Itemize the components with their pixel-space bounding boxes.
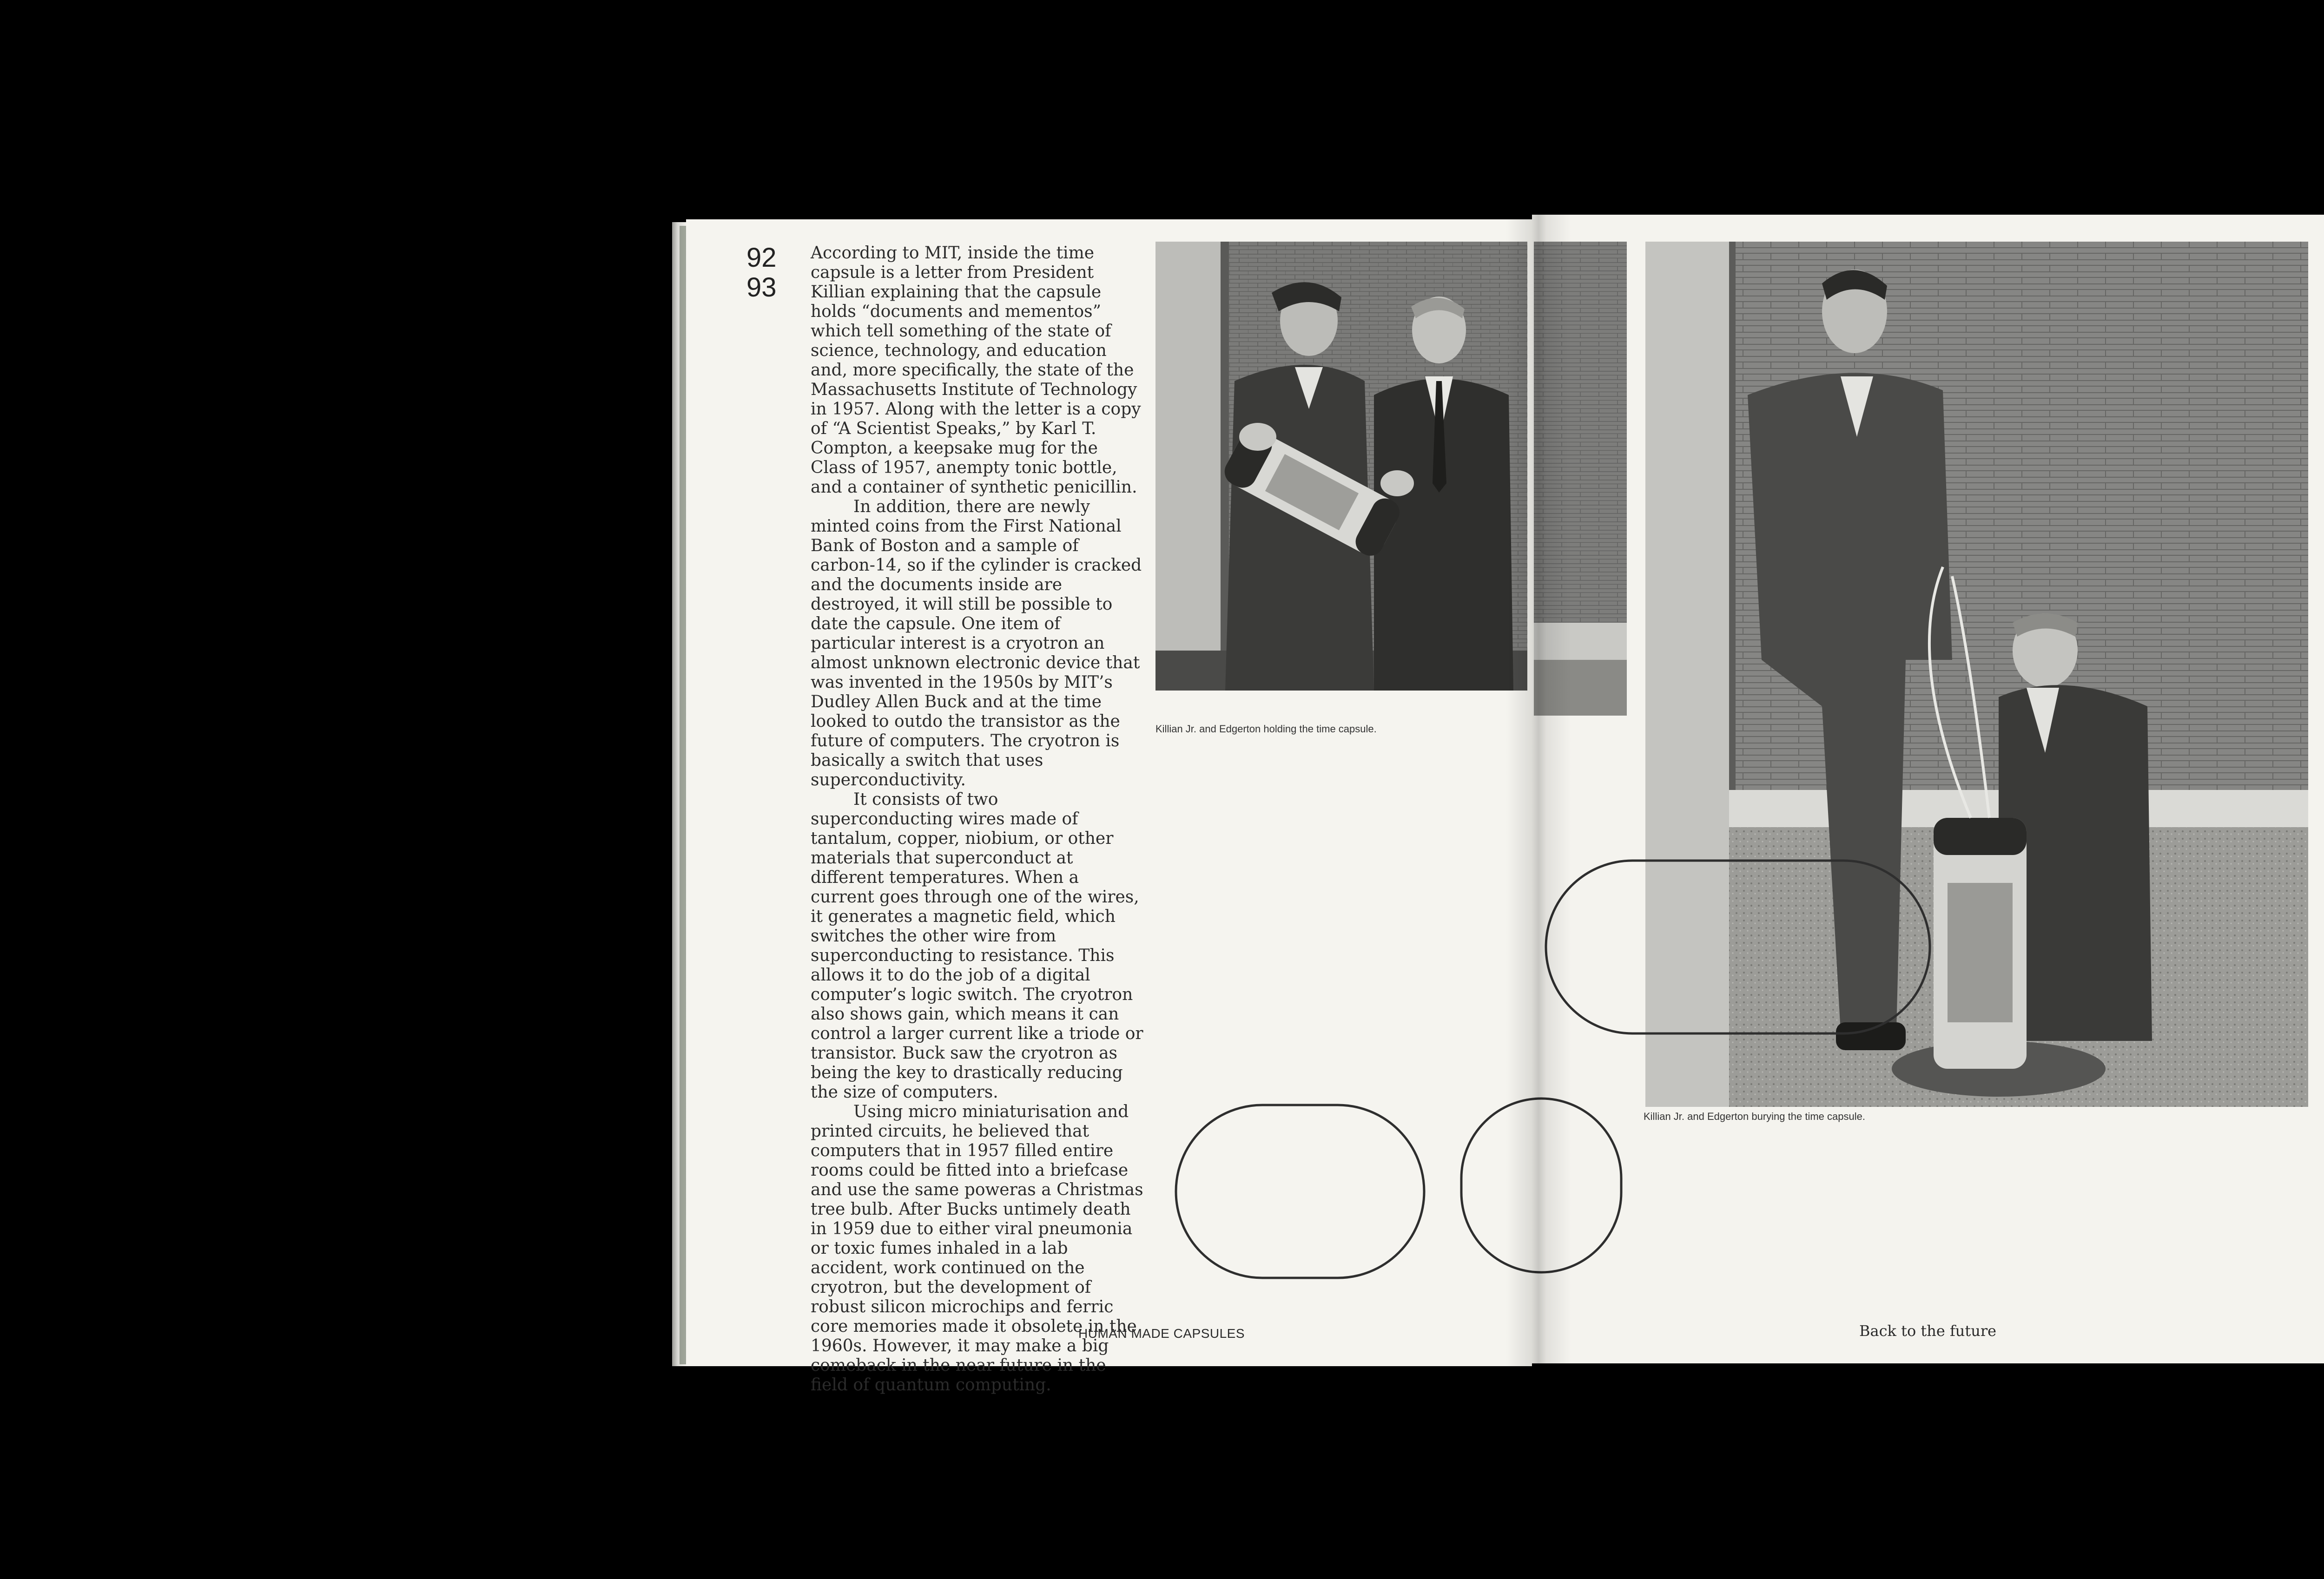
- paragraph: Using micro miniaturisation and printed circuits, he believed that computers that in 1957 filled entire rooms could be fitted into a briefcase and use the same poweras a Christmas tree bulb. After Bucks untimely death in 1959 due to either viral pneumonia or toxic fumes inhaled in a lab accident, work continued on the cryotron, but the development of robust silicon microchips and ferric core memories made it obsolete in the 1960s. However, it may make a big comeback in the near future in the field of quantum computing.: [811, 1102, 1143, 1395]
- book-gutter-shadow: [1506, 215, 1571, 1367]
- page-number-right: 93: [746, 272, 777, 303]
- paragraph: According to MIT, inside the time capsule is a letter from President Killian explaining that the capsule holds “documents and mementos” which tell something of the state of science, technology, and education and, more specifically, the state of the Massachusetts Institute of Technology in 1957. Along with the letter is a copy of “A Scientist Speaks,” by Karl T. Compton, a keepsake mug for the Class of 1957, anempty tonic bottle, and a container of synthetic penicillin.: [811, 243, 1141, 497]
- paragraph: In addition, there are newly minted coins from the First National Bank of Boston and a sample of carbon-14, so if the cylinder is cracked and the documents inside are destroyed, it will still be possible to date the capsule. One item of particular interest is a cryotron an almost unknown electronic device that was invented in the 1950s by MIT’s Dudley Allen Buck and at the time looked to outdo the transistor as the future of computers. The cryotron is basically a switch that uses superconductivity.: [811, 497, 1142, 790]
- page-number-left: 92: [746, 243, 777, 273]
- photo-caption: Killian Jr. and Edgerton holding the time capsule.: [1155, 723, 1377, 735]
- pill-outline: [1546, 861, 1930, 1033]
- running-footer-left: HUMAN MADE CAPSULES: [1078, 1326, 1245, 1341]
- photo-caption: Killian Jr. and Edgerton burying the time capsule.: [1644, 1111, 1865, 1122]
- running-footer-right: Back to the future: [1859, 1322, 1997, 1340]
- paragraph: It consists of two superconducting wires made of tantalum, copper, niobium, or other materials that superconduct at different temperatures. When a current goes through one of the wires, it generates a magnetic field, which switches the other wire from superconducting to resistance. This allows it to do the job of a digital computer’s logic switch. The cryotron also shows gain, which means it can control a larger current like a triode or transistor. Buck saw the cryotron as being the key to drastically reducing the size of computers.: [811, 790, 1143, 1102]
- pill-outline: [1176, 1105, 1424, 1278]
